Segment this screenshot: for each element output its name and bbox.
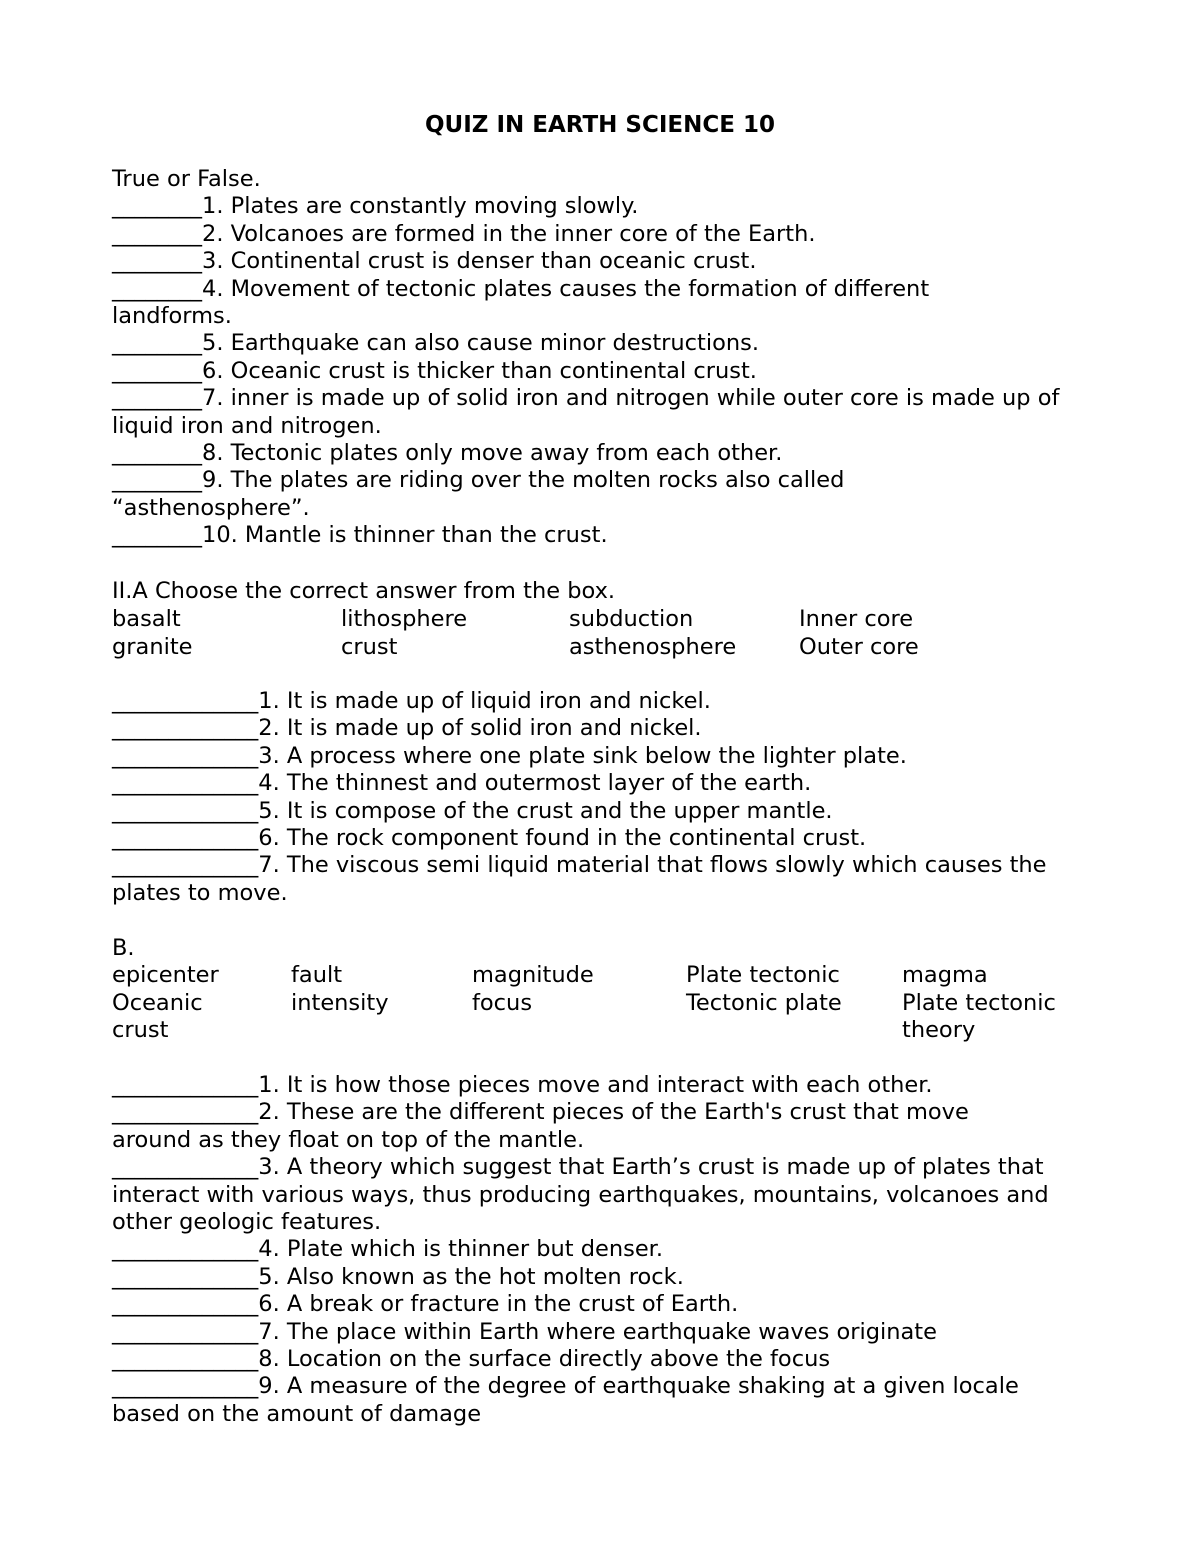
box-word: fault [291,962,343,988]
question-item: _____________2. These are the different pieces of the Earth's crust that move around as they float on top of the mantle. [112,1099,969,1153]
answer-blank[interactable]: _____________ [112,1099,259,1126]
question-item: ________2. Volcanoes are formed in the inner core of the Earth. [112,220,816,247]
question-item: _____________4. The thinnest and outermost layer of the earth. [112,770,812,797]
section-b-questions [112,1072,1092,1428]
question-item: _____________7. The place within Earth where earthquake waves originate [112,1318,937,1345]
question-item: ________10. Mantle is thinner than the crust. [112,522,608,549]
answer-blank[interactable]: ________ [112,248,202,275]
box-word: Oceanic crust [112,990,203,1044]
answer-blank[interactable]: ________ [112,357,202,384]
answer-blank[interactable]: _____________ [112,1373,259,1400]
box-word: granite [112,634,193,660]
answer-blank[interactable]: _____________ [112,742,259,769]
question-item: _____________1. It is how those pieces move and interact with each other. [112,1072,933,1098]
box-word: asthenosphere [569,634,737,660]
box-word: lithosphere [341,606,468,632]
answer-blank[interactable]: _____________ [112,688,259,714]
page-title: QUIZ IN EARTH SCIENCE 10 [425,112,775,138]
answer-blank[interactable]: _____________ [112,770,259,797]
box-word: intensity [291,990,389,1016]
question-item: ________4. Movement of tectonic plates causes the formation of different landforms. [112,275,930,330]
box-word: Tectonic plate [686,990,842,1016]
box-word: focus [472,990,533,1016]
question-item: ________7. inner is made up of solid iron and nitrogen while outer core is made up of liquid iron and nitrogen. [112,385,1060,439]
answer-blank[interactable]: ________ [112,275,202,302]
box-word: Inner core [799,606,914,632]
answer-blank[interactable]: _____________ [112,715,259,742]
answer-blank[interactable]: ________ [112,220,202,247]
true-false-section [112,166,1092,550]
question-item: _____________7. The viscous semi liquid material that flows slowly which causes the plates to move. [112,852,1047,906]
question-item: _____________9. A measure of the degree of earthquake shaking at a given locale based on the amount of damage [112,1373,1019,1427]
answer-blank[interactable]: ________ [112,385,202,412]
box-word: epicenter [112,962,219,988]
box-word: Plate tectonic theory [902,990,1056,1044]
question-item: _____________5. Also known as the hot molten rock. [112,1263,684,1290]
answer-blank[interactable]: _____________ [112,1236,259,1263]
question-item: _____________8. Location on the surface directly above the focus [112,1346,831,1373]
question-item: ________1. Plates are constantly moving slowly. [112,193,639,220]
box-word: Outer core [799,634,919,660]
question-item: _____________6. The rock component found in the continental crust. [112,825,867,852]
answer-blank[interactable]: _____________ [112,1263,259,1290]
question-item: _____________2. It is made up of solid iron and nickel. [112,715,702,742]
answer-blank[interactable]: _____________ [112,797,259,824]
question-item: _____________1. It is made up of liquid iron and nickel. [112,688,711,714]
box-word: crust [341,634,398,660]
question-item: ________8. Tectonic plates only move away from each other. [112,440,783,467]
section-a-questions [112,688,1092,907]
answer-blank[interactable]: _____________ [112,1072,259,1098]
box-word: magma [902,962,988,988]
question-item: _____________3. A process where one plate sink below the lighter plate. [112,742,907,769]
box-word: subduction [569,606,694,632]
box-word: magnitude [472,962,594,988]
section-b-heading: B. [112,935,135,961]
answer-blank[interactable]: _____________ [112,825,259,852]
answer-blank[interactable]: _____________ [112,1346,259,1373]
question-item: ________5. Earthquake can also cause minor destructions. [112,330,760,357]
answer-blank[interactable]: _____________ [112,1291,259,1318]
question-item: ________9. The plates are riding over the molten rocks also called “asthenosphere”. [112,467,845,521]
question-item: _____________5. It is compose of the crust and the upper mantle. [112,797,833,824]
question-item: ________3. Continental crust is denser than oceanic crust. [112,248,757,275]
question-item: _____________4. Plate which is thinner but denser. [112,1236,664,1263]
box-word: basalt [112,606,181,632]
question-item: _____________6. A break or fracture in the crust of Earth. [112,1291,739,1318]
question-item: _____________3. A theory which suggest that Earth’s crust is made up of plates that interact with various ways, thus producing earthquakes, mountains, volcanoes and other geologic features. [112,1154,1049,1236]
answer-blank[interactable]: _____________ [112,1318,259,1345]
answer-blank[interactable]: ________ [112,522,202,549]
question-item: ________6. Oceanic crust is thicker than continental crust. [112,357,757,384]
answer-blank[interactable]: _____________ [112,1154,259,1181]
answer-blank[interactable]: ________ [112,467,202,494]
box-word: Plate tectonic [686,962,840,988]
section-a-heading: II.A Choose the correct answer from the box. [112,578,616,604]
answer-blank[interactable]: ________ [112,440,202,467]
section-heading: True or False. [112,166,261,192]
word-box-a [112,605,1092,665]
answer-blank[interactable]: ________ [112,193,202,220]
answer-blank[interactable]: _____________ [112,852,259,879]
answer-blank[interactable]: ________ [112,330,202,357]
word-box-b [112,962,1092,1046]
